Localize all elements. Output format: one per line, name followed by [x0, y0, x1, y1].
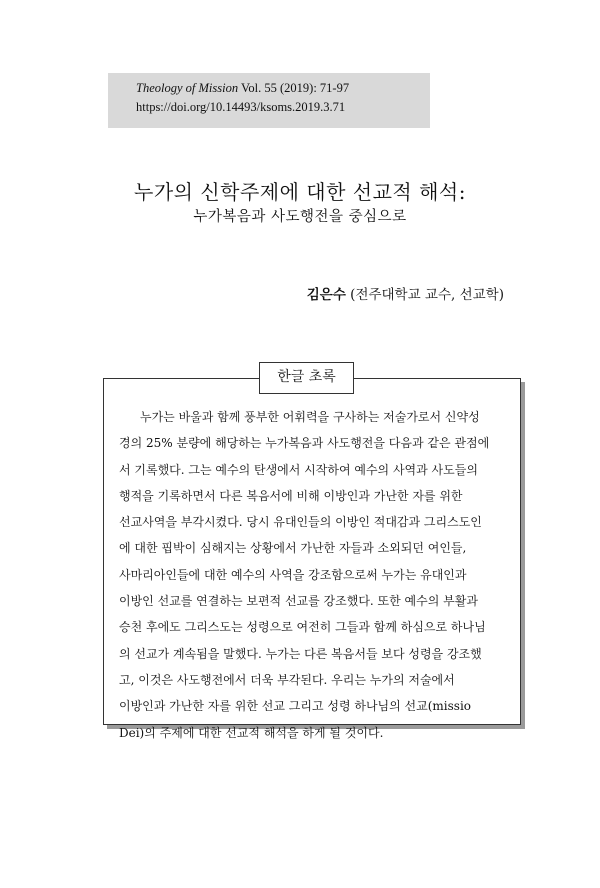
- journal-name: Theology of Mission: [136, 81, 239, 95]
- abstract-line: 이방인 선교를 연결하는 보편적 선교를 강조했다. 또한 예수의 부활과: [119, 594, 478, 609]
- abstract-line: 행적을 기록하면서 다른 복음서에 비해 이방인과 가난한 자를 위한: [119, 488, 463, 503]
- abstract-line: 누가는 바울과 함께 풍부한 어휘력을 구사하는 저술가로서 신약성: [140, 410, 480, 424]
- abstract-line: 경의 25% 분량에 해당하는 누가복음과 사도행전을 다음과 같은 관점에: [119, 436, 490, 451]
- abstract-line: 고, 이것은 사도행전에서 더욱 부각된다. 우리는 누가의 저술에서: [119, 672, 455, 687]
- abstract-line: 승천 후에도 그리스도는 성령으로 여전히 그들과 함께 하심으로 하나님: [119, 620, 486, 635]
- paper-title: 누가의 신학주제에 대한 선교적 해석:: [134, 180, 466, 204]
- author-line: [307, 283, 504, 303]
- abstract-line: 선교사역을 부각시켰다. 당시 유대인들의 이방인 적대감과 그리스도인: [119, 515, 482, 530]
- volume-info: Vol. 55 (2019): 71-97: [238, 81, 350, 95]
- doi-link[interactable]: https://doi.org/10.14493/ksoms.2019.3.71: [136, 100, 346, 114]
- abstract-line: 사마리아인들에 대한 예수의 사역을 강조함으로써 누가는 유대인과: [119, 567, 467, 582]
- abstract-line: 서 기록했다. 그는 예수의 탄생에서 시작하여 예수의 사역과 사도들의: [119, 462, 478, 477]
- author-affiliation: (전주대학교 교수, 선교학): [350, 287, 504, 303]
- abstract-line: 이방인과 가난한 자를 위한 선교 그리고 성령 하나님의 선교(missio: [119, 699, 472, 714]
- abstract-label: 한글 초록: [259, 362, 354, 394]
- journal-citation: [136, 79, 430, 98]
- paper-subtitle: 누가복음과 사도행전을 중심으로: [193, 209, 407, 225]
- abstract-text: [119, 404, 506, 746]
- journal-header: [108, 73, 430, 128]
- abstract-line: 에 대한 핍박이 심해지는 상황에서 가난한 자들과 소외되던 여인들,: [119, 541, 467, 556]
- author-name: 김은수: [306, 287, 346, 303]
- abstract-line: 의 선교가 계속됨을 말했다. 누가는 다른 복음서들 보다 성령을 강조했: [119, 646, 482, 661]
- abstract-line: Dei)의 주제에 대한 선교적 해석을 하게 될 것이다.: [119, 725, 384, 740]
